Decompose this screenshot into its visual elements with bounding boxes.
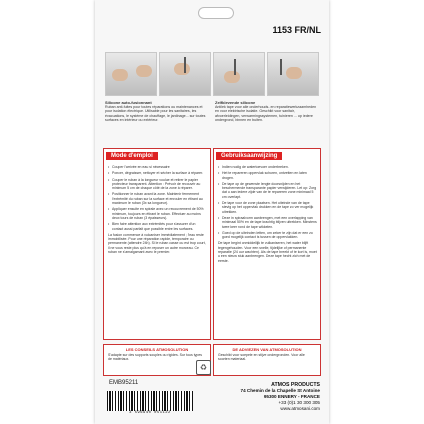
list-item: • Goed op de uiteinden letten, om zeker te zijn dat er een zo goed mogelijk contact is tussen de oppervlakken.: [218, 231, 317, 240]
emb-code: EMB95211: [109, 380, 139, 386]
step-photo: [267, 52, 319, 96]
company-city: 95300 ENNERY - FRANCE: [263, 394, 320, 399]
advice-fr-text: S'adapte sur des supports souples ou rigides. Sur tous types de matériaux.: [108, 353, 203, 362]
product-code: 1153 FR/NL: [272, 25, 321, 35]
instructions-nl-list: [218, 165, 317, 263]
instructions-fr-header: Mode d'emploi: [106, 152, 158, 160]
instructions-nl: [213, 148, 321, 340]
list-item: • Poncer, dégraisser, nettoyer et sécher la surface à réparer.: [108, 171, 207, 175]
list-item: • Positionner le ruban avant la zone. Maintenir fermement l'extrémité du ruban sur la surface et enrouler en étirant au maximum le ruban (3x sa longueur).: [108, 192, 207, 205]
company-street: 74 Chemin de la Chapelle St Antoine: [240, 388, 320, 393]
advice-fr: [103, 344, 211, 376]
recycle-icon: ♻: [196, 360, 211, 375]
barcode: [107, 391, 193, 411]
intro-nl-text: Antilek tape voor alle onderhouds- en reparatiewerkzaamheden en voor elektrische isolatie. Geschikt voor sanitair, afvoerleidingen, verwarmingssystemen, tuinieren ... op iedere ondergrond, binnen en buiten.: [215, 105, 317, 123]
hang-hole: [198, 7, 234, 19]
step-photo: [159, 52, 211, 96]
list-item: • Het te repareren oppervlak schuren, ontvetten en laten drogen.: [218, 171, 317, 180]
intro-fr-text: Ruban anti-fuites pour toutes réparations ou maintenances et pour isolation électrique. Utilisable pour les sanitaires, les évacuations, le système de chauffage, le jardinage... sur toutes surfaces en intérieur ou extérieur.: [105, 105, 206, 123]
instruction-photos: [105, 52, 319, 96]
instructions-nl-header: Gebruiksaanwijzing: [216, 152, 282, 160]
intro-fr-title: Silicone auto-fusionnant: [105, 100, 152, 105]
list-item: • De tape op de gewenste lengte doorsnijden en het beschermende transparante papier verwijderen. Let op: Zorg dat u aan iedere zijde van de te repareren zone minimaal 5 cm overlapt.: [218, 182, 317, 199]
advice-nl: [213, 344, 321, 376]
intro-nl-title: Zelfklevende silicone: [215, 100, 256, 105]
step-photo: [105, 52, 157, 96]
list-item: • Deze in spiraalvorm aanbrengen, met een overlapping van minimaal 50% en de tape krachtig blijven uitrekken. Minstens twee keer rond de tape wikkelen.: [218, 216, 317, 229]
barcode-number: 3 596940 051122: [129, 411, 171, 415]
intro-nl: [215, 100, 319, 123]
product-card: [95, 0, 329, 424]
list-item: • Couper le ruban à la longueur voulue et retirer le papier protecteur transparent. Attention : Prévoir de recouvrir au minimum 5 cm de chaque côté de la zone à réparer.: [108, 178, 207, 191]
intro-fr: [105, 100, 209, 123]
list-item: • Couper l'arrivée en eau si nécessaire: [108, 165, 207, 169]
instructions-nl-after: De tape begint onmiddellijk te vulkaniseren, het water blijft tegengehouden. Voor een snelle, tijdelijke of permanente reparatie (24 uur wachten). Als de tape breekt of te kort is, moet u een nieuw stuk aanbrengen. Deze tape hecht zich met de eerste.: [218, 241, 317, 263]
company-phone: +33 (0)1 30 300 305: [278, 400, 320, 405]
company-web: www.atmosani.com: [280, 406, 320, 411]
advice-fr-title: LES CONSEILS ATMOSOLUTION: [125, 347, 189, 352]
instructions-fr-after: La fusion commence à vulcaniser immédiatement ; l'eau reste immobilisée. Pour une réparation rapide, temporaire ou permanente (attendre 24h). Si le ruban casse ou est trop court, il ne vous reste plus qu'à en reposer un autre morceau. Ce ruban ne s'amalgamant avec le premier.: [108, 232, 206, 255]
list-item: • Bien faire attention aux extrémités pour s'assurer d'un contact aussi parfait que possible entre les surfaces.: [108, 222, 207, 231]
list-item: • Appliquer ensuite en spirale avec un recouvrement de 50% minimum, toujours en étirant le ruban. Effectuer au moins deux tours de ruban (3 épaisseurs).: [108, 207, 207, 220]
step-photo: [213, 52, 265, 96]
instructions-fr: [103, 148, 211, 340]
list-item: • De tape voor de zone plaatsen. Het uiteinde van de tape stevig op het oppervlak drukken en de tape zo ver mogelijk uitrekken.: [218, 201, 317, 214]
instructions-fr-list: [108, 165, 207, 254]
advice-nl-title: DE ADVIEZEN VAN ATMOSOLUTION: [232, 347, 302, 352]
advice-nl-text: Geschikt voor soepele en stijve ondergronden. Voor alle soorten materiaal.: [218, 353, 305, 362]
list-item: • Indien nodig de watertoevoer onderbreken.: [218, 165, 317, 169]
company-address: [241, 382, 320, 412]
company-name: ATMOS PRODUCTS: [271, 382, 320, 388]
